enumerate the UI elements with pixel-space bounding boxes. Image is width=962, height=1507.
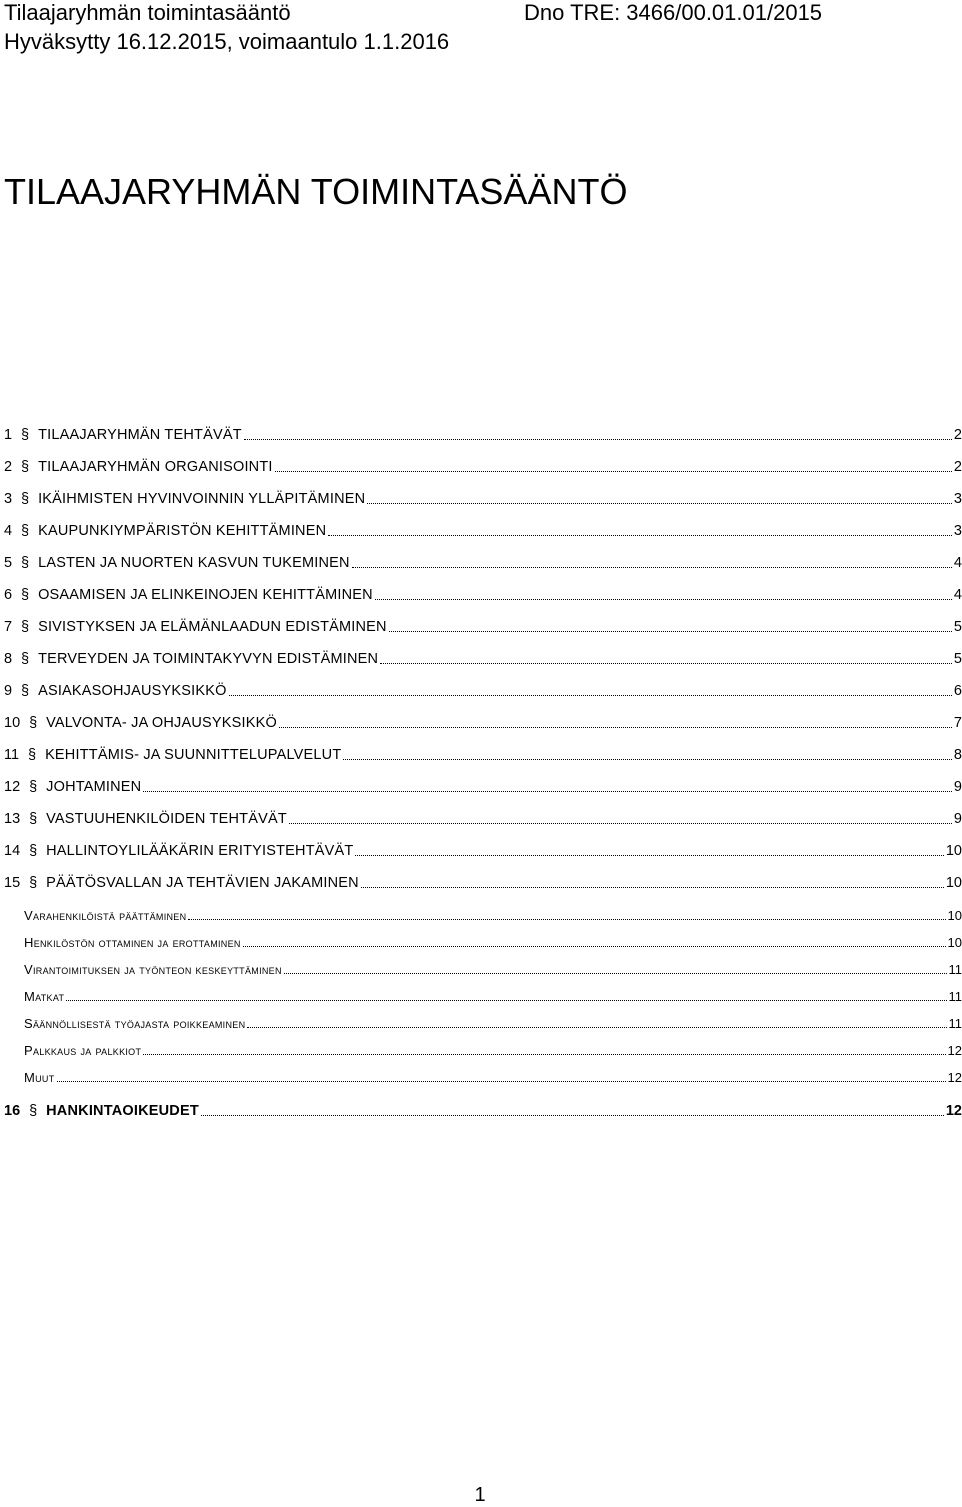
toc-subentry[interactable]: Palkkaus ja palkkiot 12 [24,1043,962,1058]
page-title: TILAAJARYHMÄN TOIMINTASÄÄNTÖ [4,171,628,212]
toc-entry[interactable]: 12 § JOHTAMINEN 9 [4,779,962,795]
toc-entry[interactable]: 6 § OSAAMISEN JA ELINKEINOJEN KEHITTÄMINEN 4 [4,587,962,603]
toc-subentry[interactable]: Henkilöstön ottaminen ja erottaminen 10 [24,935,962,950]
toc-entry[interactable]: 8 § TERVEYDEN JA TOIMINTAKYVYN EDISTÄMINEN 5 [4,651,962,667]
dot-leader [355,854,943,856]
dot-leader [289,822,952,824]
toc-entry[interactable]: 11 § KEHITTÄMIS- JA SUUNNITTELUPALVELUT 8 [4,747,962,763]
toc-entry[interactable]: 9 § ASIAKASOHJAUSYKSIKKÖ 6 [4,683,962,699]
toc-subentry[interactable]: Muut 12 [24,1070,962,1085]
toc-entry[interactable]: 16 § HANKINTAOIKEUDET 12 [4,1103,962,1119]
dot-leader [389,630,952,632]
dot-leader [367,502,952,504]
toc-entry[interactable]: 10 § VALVONTA- JA OHJAUSYKSIKKÖ 7 [4,715,962,731]
toc-subentry[interactable]: Matkat 11 [24,989,962,1004]
dot-leader [244,438,952,440]
dot-leader [275,470,952,472]
document-name: Tilaajaryhmän toimintasääntö [4,0,291,25]
dot-leader [143,790,952,792]
dot-leader [328,534,952,536]
dot-leader [188,918,945,920]
toc-entry[interactable]: 3 § IKÄIHMISTEN HYVINVOINNIN YLLÄPITÄMINEN 3 [4,491,962,507]
header-line-2 [0,29,960,55]
document-number: Dno TRE: 3466/00.01.01/2015 [524,0,823,25]
dot-leader [247,1026,946,1028]
approval-info: Hyväksytty 16.12.2015, voimaantulo 1.1.2016 [4,29,450,54]
toc-entry[interactable]: 15 § PÄÄTÖSVALLAN JA TEHTÄVIEN JAKAMINEN 10 [4,875,962,891]
toc-entry[interactable]: 1 § TILAAJARYHMÄN TEHTÄVÄT 2 [4,427,962,443]
toc-subentry[interactable]: Virantoimituksen ja työnteon keskeyttäminen 11 [24,962,962,977]
dot-leader [375,598,952,600]
toc-entry[interactable]: 5 § LASTEN JA NUORTEN KASVUN TUKEMINEN 4 [4,555,962,571]
toc-entry[interactable]: 14 § HALLINTOYLILÄÄKÄRIN ERITYISTEHTÄVÄT 10 [4,843,962,859]
dot-leader [380,662,952,664]
header-line-1 [0,0,960,26]
dot-leader [352,566,952,568]
dot-leader [343,758,952,760]
toc-entry[interactable]: 4 § KAUPUNKIYMPÄRISTÖN KEHITTÄMINEN 3 [4,523,962,539]
dot-leader [201,1114,944,1116]
toc-subentry[interactable]: Varahenkilöistä päättäminen 10 [24,908,962,923]
toc-entry[interactable]: 2 § TILAAJARYHMÄN ORGANISOINTI 2 [4,459,962,475]
dot-leader [279,726,952,728]
dot-leader [66,999,946,1001]
toc-entry[interactable]: 13 § VASTUUHENKILÖIDEN TEHTÄVÄT 9 [4,811,962,827]
dot-leader [284,972,947,974]
toc-subentry[interactable]: Säännöllisestä työajasta poikkeaminen 11 [24,1016,962,1031]
dot-leader [57,1080,946,1082]
dot-leader [361,886,944,888]
dot-leader [143,1053,945,1055]
page-number: 1 [474,1484,486,1506]
dot-leader [243,945,946,947]
dot-leader [229,694,952,696]
toc-entry[interactable]: 7 § SIVISTYKSEN JA ELÄMÄNLAADUN EDISTÄMINEN 5 [4,619,962,635]
